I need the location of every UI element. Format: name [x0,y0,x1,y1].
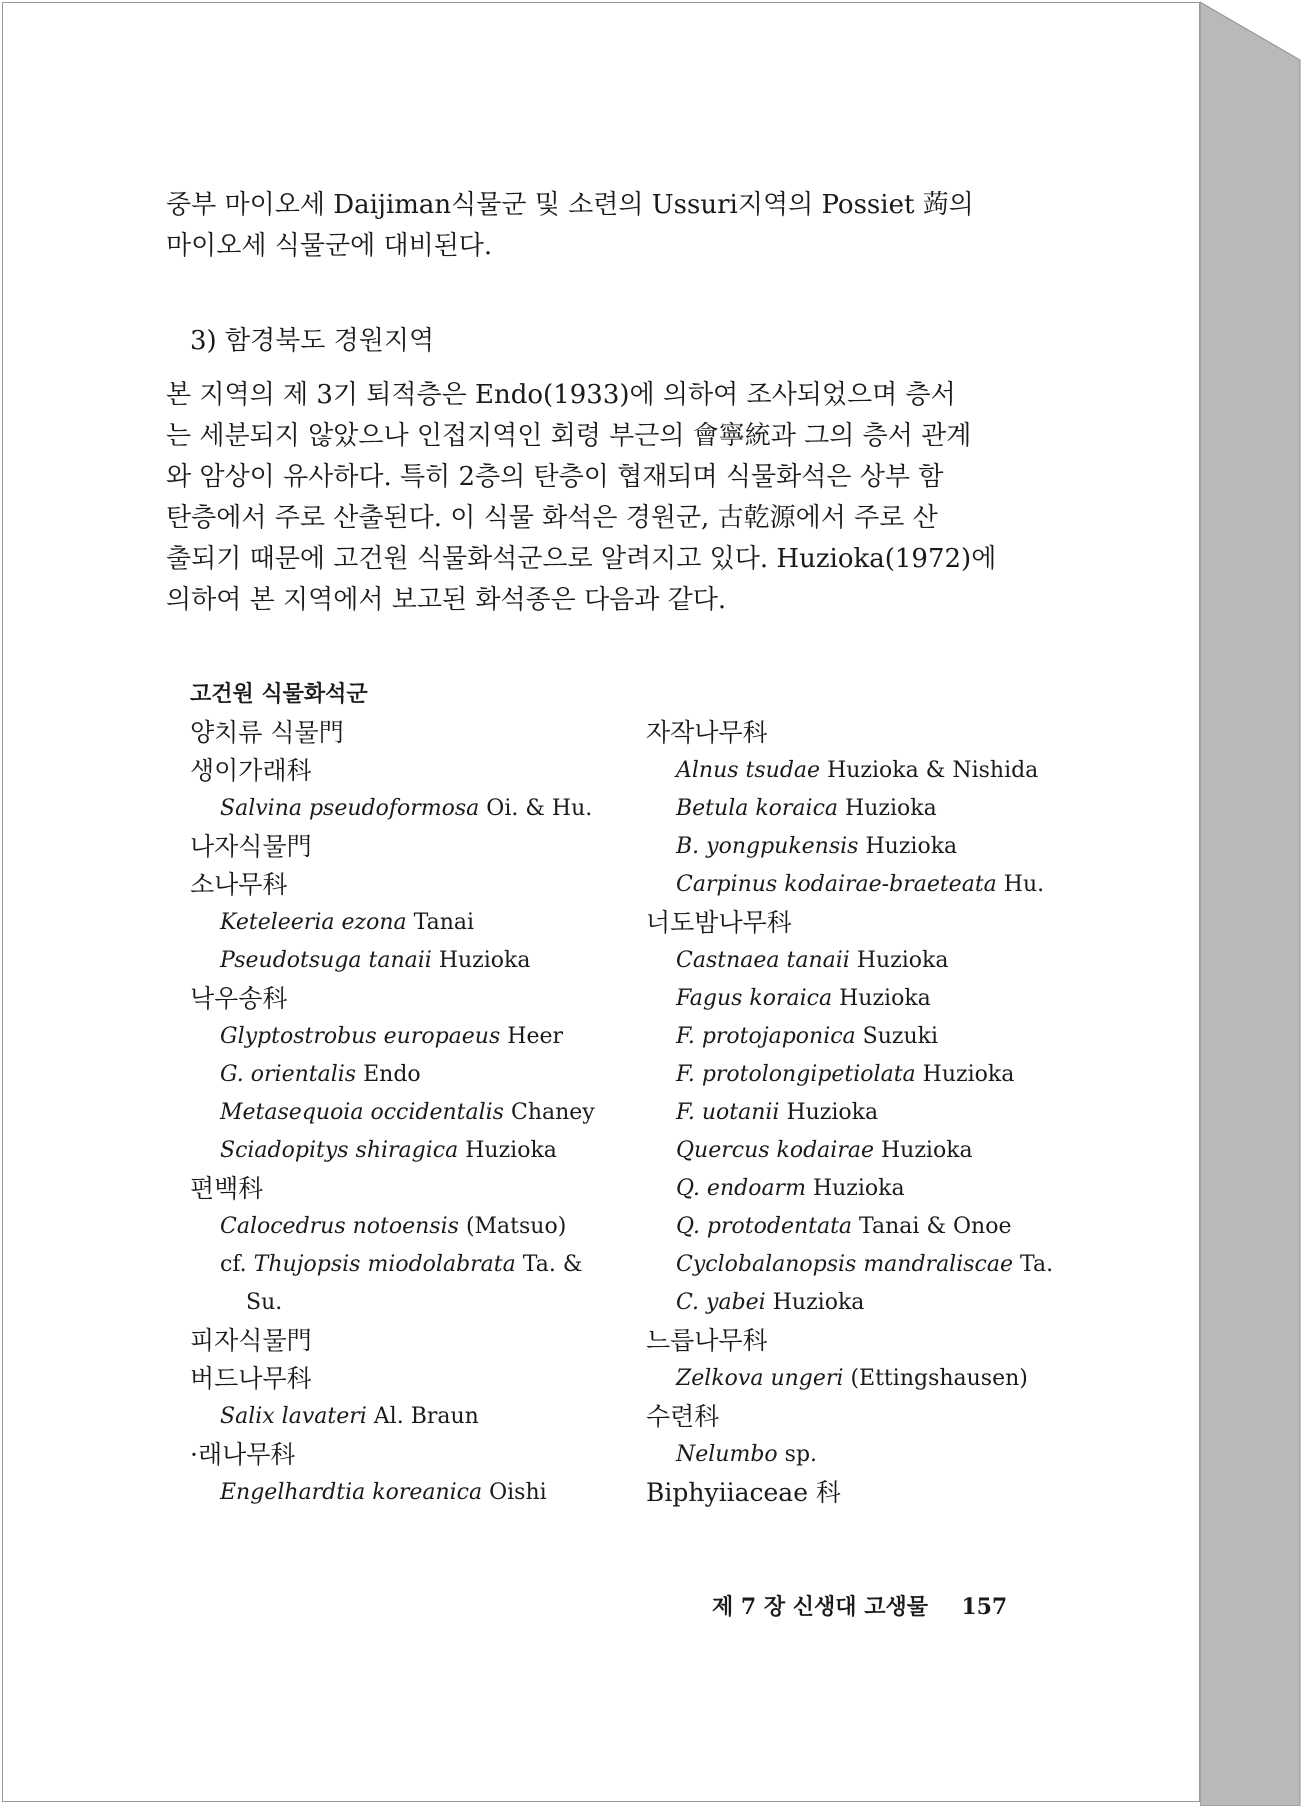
species-author: Heer [507,1024,564,1049]
paragraph-line: 출되기 때문에 고건원 식물화석군으로 알려지고 있다. Huzioka(1972)에 [166,544,997,574]
species-name: Glyptostrobus europaeus [220,1024,501,1049]
species-name: Q. protodentata [676,1214,853,1239]
species-author: Huzioka & Nishida [827,758,1039,783]
taxon-heading: 수련科 [646,1402,720,1431]
paragraph-line: 탄층에서 주로 산출된다. 이 식물 화석은 경원군, 古乾源에서 주로 산 [166,503,938,533]
taxon-heading: 소나무科 [190,870,288,899]
species-name: C. yabei [676,1290,766,1315]
taxon-heading: 피자식물門 [190,1326,312,1355]
species-author: Tanai & Onoe [859,1214,1012,1239]
species-name: Nelumbo [676,1442,778,1467]
species-entry [646,942,1086,980]
species-entry [646,980,1086,1018]
species-author: Al. Braun [373,1404,479,1429]
species-entry [646,1436,1086,1474]
species-entry [646,1246,1086,1284]
species-author: sp. [784,1442,818,1467]
species-entry [646,1018,1086,1056]
species-entry [646,1360,1086,1398]
species-entry [190,1474,630,1512]
species-name: F. protolongipetiolata [676,1062,916,1087]
species-author: Huzioka [465,1138,557,1163]
page-number: 157 [961,1594,1008,1620]
species-name: Sciadopitys shiragica [220,1138,459,1163]
species-name: Thujopsis miodolabrata [253,1252,516,1277]
paragraph-line: 의하여 본 지역에서 보고된 화석종은 다음과 같다. [166,585,727,615]
species-entry [646,1170,1086,1208]
species-entry [190,904,630,942]
taxon-heading: 너도밤나무科 [646,908,792,937]
species-name: Fagus koraica [676,986,833,1011]
species-name: Quercus kodairae [676,1138,874,1163]
taxon-heading: 생이가래科 [190,756,312,785]
taxon-heading: 낙우송科 [190,984,288,1013]
species-list-right [646,714,1086,1512]
species-entry [190,1094,630,1132]
species-entry [190,1056,630,1094]
chapter-title: 제 7 장 신생대 고생물 [712,1594,928,1620]
species-name: Cyclobalanopsis mandraliscae [676,1252,1014,1277]
taxon-heading: 나자식물門 [190,832,312,861]
species-entry [190,1208,630,1246]
species-entry [646,828,1086,866]
taxon-heading: 편백科 [190,1174,264,1203]
species-author: Endo [363,1062,421,1087]
species-author: Oi. & Hu. [486,796,593,821]
species-name: Q. endoarm [676,1176,806,1201]
species-author: Huzioka [845,796,937,821]
paragraph-line: 는 세분되지 않았으나 인접지역인 회령 부근의 會寧統과 그의 층서 관계 [166,421,972,451]
taxon-heading: 느릅나무科 [646,1326,768,1355]
page-footer [712,1590,1007,1621]
species-name: B. yongpukensis [676,834,859,859]
section-heading: 3) 함경북도 경원지역 [190,326,435,356]
species-entry [190,942,630,980]
species-author: (Ettingshausen) [850,1366,1028,1391]
taxon-heading: 양치류 식물門 [190,718,344,747]
species-name: Salix lavateri [220,1404,367,1429]
species-name: Salvina pseudoformosa [220,796,480,821]
species-name: Castnaea tanaii [676,948,850,973]
species-author: Huzioka [856,948,949,973]
species-name: Alnus tsudae [676,758,821,783]
taxon-heading: ·래나무科 [190,1440,296,1469]
species-name: F. uotanii [676,1100,780,1125]
species-entry [646,1208,1086,1246]
species-entry [190,1018,630,1056]
species-author: Tanai [413,910,475,935]
species-entry [190,1398,630,1436]
intro-line: 중부 마이오세 Daijiman식물군 및 소련의 Ussuri지역의 Possiet 蒟의 [166,190,974,220]
species-entry [646,1094,1086,1132]
species-name: Zelkova ungeri [676,1366,844,1391]
species-author: Huzioka [438,948,531,973]
species-name: F. protojaponica [676,1024,856,1049]
species-entry [190,1132,630,1170]
species-author: Huzioka [922,1062,1015,1087]
species-author: Huzioka [786,1100,879,1125]
species-continuation: Su. [246,1290,283,1315]
taxon-heading: 버드나무科 [190,1364,312,1393]
book-edge [1200,0,1303,1806]
taxon-heading: 자작나무科 [646,718,768,747]
paragraph-line: 와 암상이 유사하다. 특히 2층의 탄층이 협재되며 식물화석은 상부 함 [166,462,944,492]
paragraph-line: 본 지역의 제 3기 퇴적층은 Endo(1933)에 의하여 조사되었으며 층서 [166,380,956,410]
species-author: Oishi [489,1480,547,1505]
species-name: Metasequoia occidentalis [220,1100,504,1125]
species-name: G. orientalis [220,1062,357,1087]
species-name: Pseudotsuga tanaii [220,948,432,973]
species-name: Betula koraica [676,796,839,821]
species-author: Suzuki [862,1024,939,1049]
flora-group-title: 고건원 식물화석군 [190,682,368,707]
species-author: Huzioka [880,1138,973,1163]
species-entry [646,752,1086,790]
species-author: Huzioka [812,1176,905,1201]
species-name: Calocedrus notoensis [220,1214,459,1239]
intro-line: 마이오세 식물군에 대비된다. [166,231,493,261]
species-author: Huzioka [865,834,958,859]
species-entry [190,790,630,828]
species-entry [646,1284,1086,1322]
species-author: Ta. & [522,1252,583,1277]
species-prefix: cf. [220,1252,254,1277]
species-entry [646,790,1086,828]
species-entry [646,866,1086,904]
species-entry [190,1246,630,1284]
species-name: Engelhardtia koreanica [220,1480,483,1505]
taxon-heading: Biphyiiaceae 科 [646,1478,841,1507]
species-entry [646,1132,1086,1170]
species-author: Huzioka [839,986,931,1011]
species-name: Keteleeria ezona [220,910,407,935]
species-author: (Matsuo) [465,1214,567,1239]
species-author: Huzioka [772,1290,865,1315]
species-entry [646,1056,1086,1094]
species-author: Ta. [1020,1252,1054,1277]
species-list-left [190,676,630,1512]
species-author: Hu. [1003,872,1045,897]
species-author: Chaney [510,1100,595,1125]
species-name: Carpinus kodairae-braeteata [676,872,997,897]
